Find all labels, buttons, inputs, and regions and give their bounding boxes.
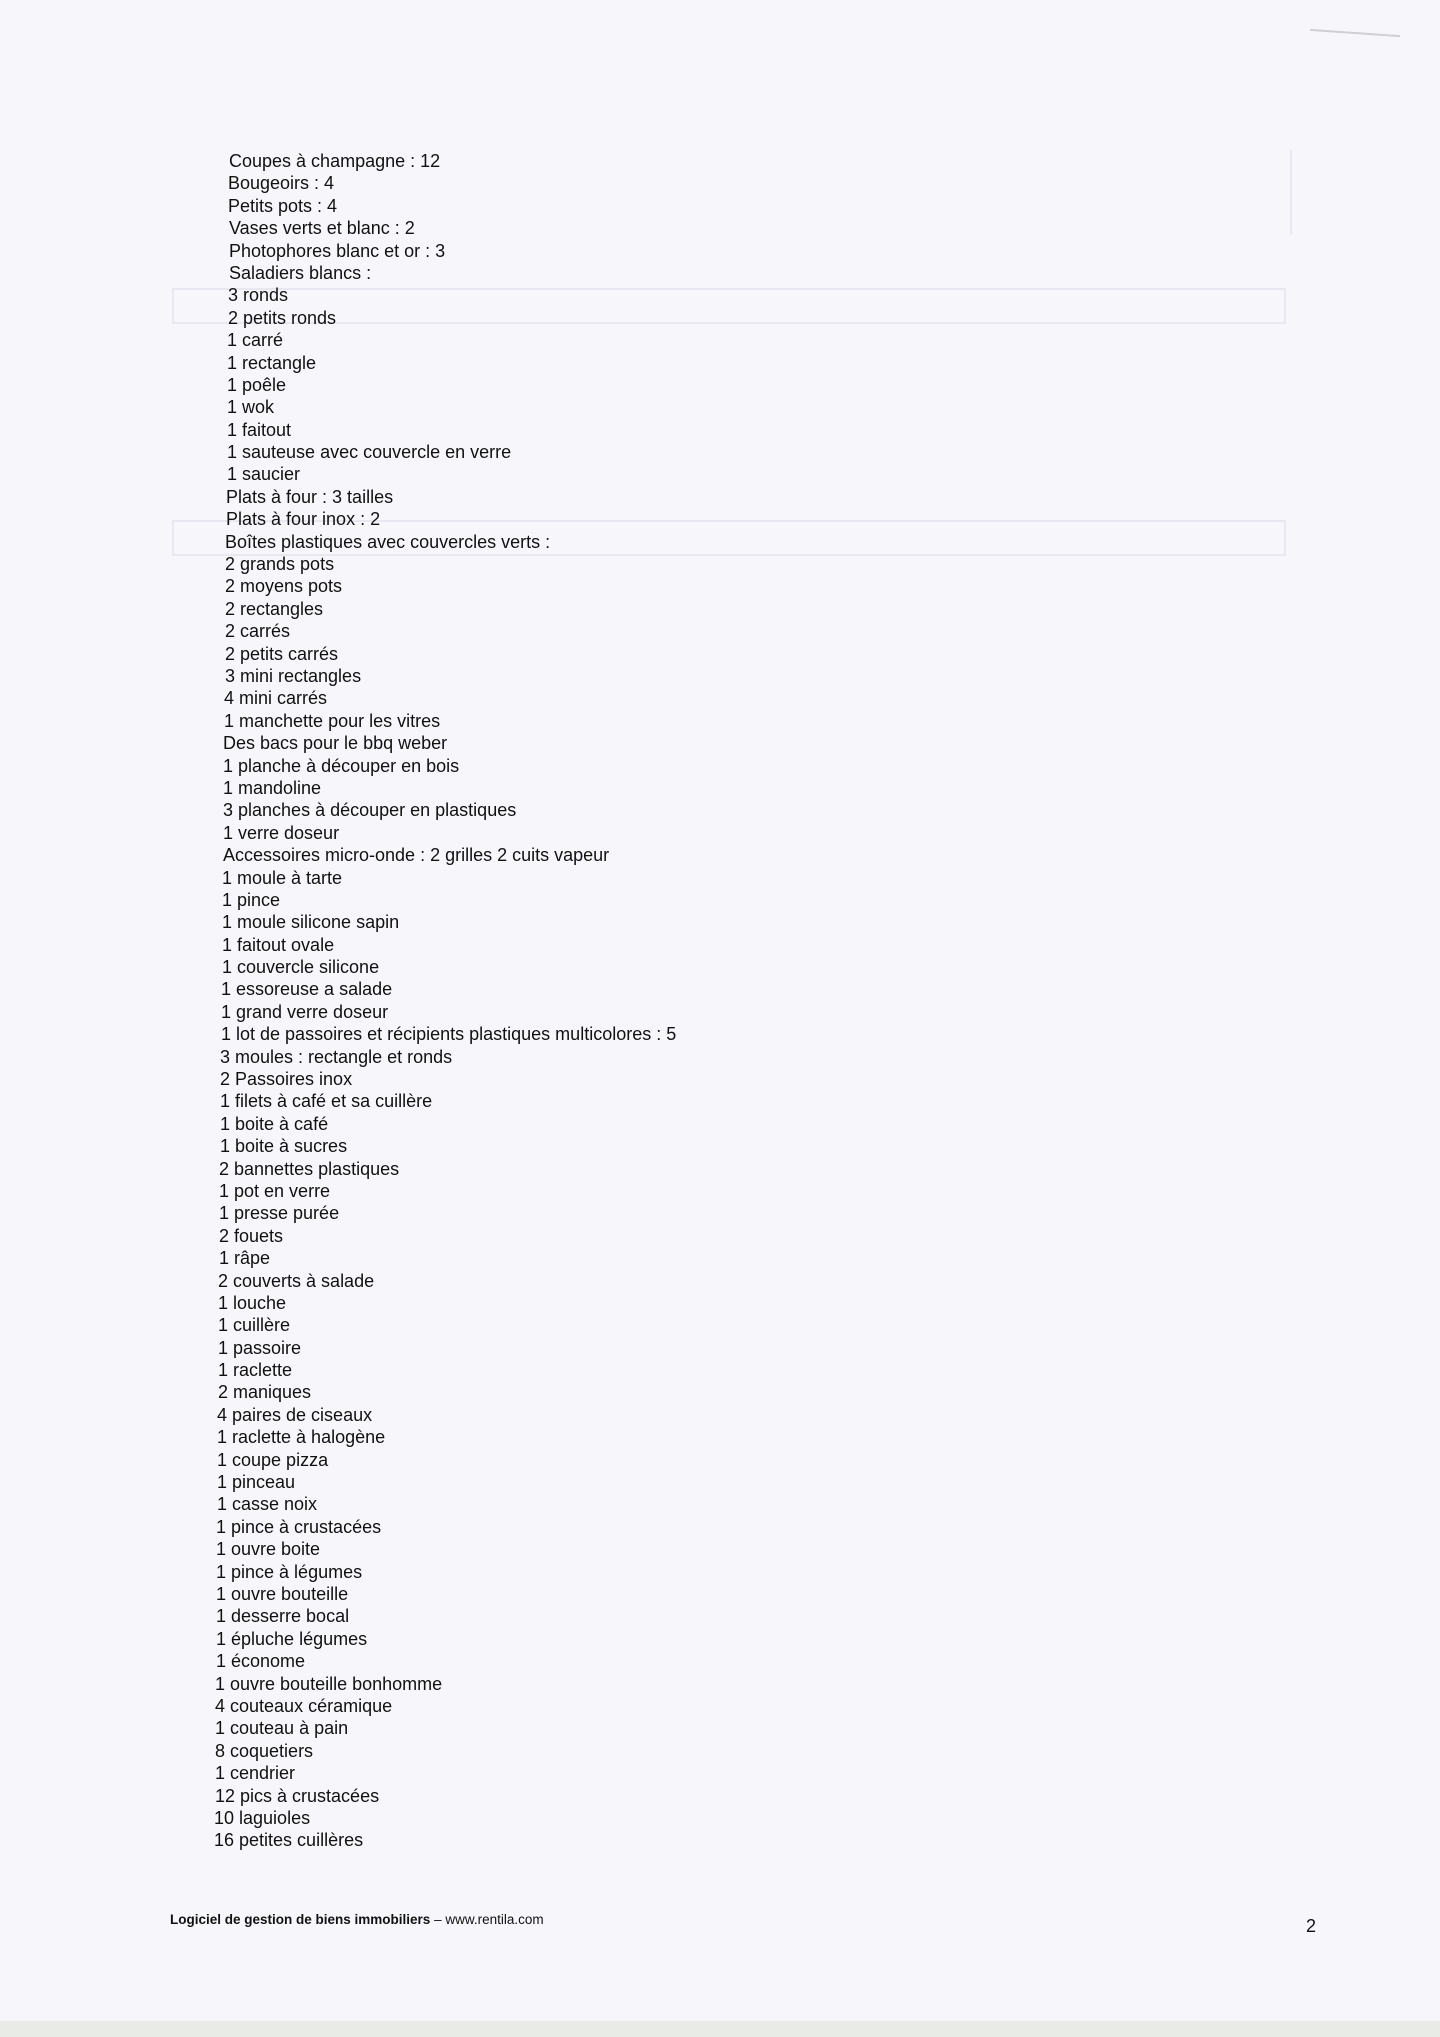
list-item-text: 1 économe [216,1651,306,1672]
list-item-text: 1 boite à café [220,1113,329,1134]
list-item-text: 1 coupe pizza [217,1449,329,1470]
list-item [0,710,1440,732]
list-item-text: 1 couteau à pain [215,1718,349,1739]
list-item-text: 1 ouvre bouteille [216,1584,349,1604]
list-item [0,262,1440,284]
list-item-text: Vases verts et blanc : 2 [229,218,415,239]
list-item-text: 1 pince à crustacées [216,1516,382,1537]
list-item [0,1807,1440,1829]
list-item [0,1516,1440,1538]
footer-website: www.rentila.com [445,1912,544,1927]
list-item [0,1247,1440,1269]
list-item-text: 1 épluche légumes [216,1628,368,1649]
list-item-text: 2 petits carrés [225,643,339,664]
list-item [0,1717,1440,1739]
list-item-text: Plats à four inox : 2 [226,509,381,530]
list-item-text: 1 pince [222,889,281,910]
list-item [0,1381,1440,1403]
list-item-text: 2 petits ronds [228,307,337,328]
list-item [0,463,1440,485]
list-item [0,1650,1440,1672]
list-item-text: 1 cendrier [215,1763,296,1784]
list-item [0,777,1440,799]
list-item [0,441,1440,463]
list-item [0,1337,1440,1359]
list-item [0,419,1440,441]
scan-edge [0,2021,1440,2037]
list-item-text: 1 ouvre bouteille bonhomme [215,1673,443,1694]
list-item [0,172,1440,194]
list-item [0,329,1440,351]
list-item-text: 1 casse noix [217,1494,318,1515]
list-item-text: 1 rectangle [227,352,317,373]
list-item [0,1605,1440,1627]
list-item-text: 1 faitout ovale [222,934,335,955]
list-item-text: 1 cuillère [218,1315,291,1336]
list-item [0,1583,1440,1605]
list-item [0,1538,1440,1560]
list-item [0,486,1440,508]
list-item [0,352,1440,374]
list-item [0,1359,1440,1381]
list-item-text: Boîtes plastiques avec couvercles verts : [225,531,551,552]
list-item [0,1135,1440,1157]
list-item-text: 1 pot en verre [219,1180,331,1201]
list-item-text: 1 essoreuse a salade [221,979,393,1000]
list-item [0,1785,1440,1807]
list-item-text: 1 lot de passoires et récipients plastiques multicolores : 5 [221,1024,677,1045]
list-item [0,1001,1440,1023]
list-item [0,889,1440,911]
list-item-text: 1 manchette pour les vitres [224,710,441,731]
list-item [0,374,1440,396]
list-item-text: 4 mini carrés [224,688,328,709]
list-item [0,1023,1440,1045]
list-item-text: 10 laguioles [214,1807,311,1828]
list-item [0,1426,1440,1448]
list-item [0,598,1440,620]
list-item-text: 1 couvercle silicone [222,957,380,978]
list-item-text: 12 pics à crustacées [215,1785,380,1806]
list-item [0,1113,1440,1135]
list-item-text: 2 bannettes plastiques [219,1158,400,1179]
list-item [0,1090,1440,1112]
inventory-list [0,150,1440,1852]
list-item-text: 1 sauteuse avec couvercle en verre [227,442,512,463]
list-item [0,1673,1440,1695]
list-item [0,934,1440,956]
list-item-text: 1 faitout [227,419,292,440]
list-item [0,1695,1440,1717]
list-item-text: Bougeoirs : 4 [228,173,335,194]
list-item [0,1493,1440,1515]
list-item-text: 1 raclette [218,1360,293,1381]
list-item [0,508,1440,530]
list-item [0,1225,1440,1247]
list-item-text: 1 ouvre boite [216,1539,321,1560]
list-item-text: 1 carré [227,330,284,351]
list-item [0,1292,1440,1314]
list-item [0,1449,1440,1471]
list-item [0,1740,1440,1762]
list-item-text: 8 coquetiers [215,1740,314,1761]
list-item-text: 1 pince à légumes [216,1561,363,1582]
list-item-text: 4 couteaux céramique [215,1695,393,1716]
list-item [0,911,1440,933]
list-item-text: 1 grand verre doseur [221,1001,389,1022]
list-item-text: 1 filets à café et sa cuillère [220,1091,433,1112]
list-item-text: 16 petites cuillères [214,1830,364,1851]
list-item-text: 1 boite à sucres [220,1136,348,1157]
list-item-text: 2 moyens pots [225,576,343,597]
list-item-text: 2 maniques [218,1382,312,1403]
page-number: 2 [1306,1916,1317,1936]
list-item-text: Petits pots : 4 [228,195,338,216]
list-item [0,1561,1440,1583]
list-item [0,1046,1440,1068]
list-item [0,755,1440,777]
list-item-text: 1 desserre bocal [216,1606,350,1627]
list-item-text: 1 presse purée [219,1203,340,1224]
list-item [0,531,1440,553]
list-item [0,956,1440,978]
list-item-text: 1 moule silicone sapin [222,912,400,933]
list-item [0,1202,1440,1224]
list-item-text: 3 moules : rectangle et ronds [220,1046,453,1067]
list-item-text: 1 saucier [227,464,301,485]
list-item-text: 1 raclette à halogène [217,1427,386,1448]
list-item-text: 1 mandoline [223,777,322,798]
list-item-text: 1 verre doseur [223,822,340,843]
list-item [0,553,1440,575]
list-item-text: Photophores blanc et or : 3 [229,240,446,261]
list-item-text: 1 planche à découper en bois [223,755,460,776]
list-item-text: 2 couverts à salade [218,1270,375,1291]
list-item [0,396,1440,418]
list-item [0,1270,1440,1292]
list-item [0,1829,1440,1851]
list-item [0,195,1440,217]
list-item-text: Coupes à champagne : 12 [229,151,441,171]
list-item-text: 1 passoire [218,1337,302,1358]
footer-software: Logiciel de gestion de biens immobiliers [170,1912,431,1927]
list-item [0,1158,1440,1180]
list-item-text: 1 louche [218,1292,287,1313]
list-item-text: Plats à four : 3 tailles [226,486,394,507]
list-item [0,822,1440,844]
list-item [0,1471,1440,1493]
list-item-text: 1 poêle [227,374,287,395]
list-item [0,978,1440,1000]
list-item [0,1180,1440,1202]
list-item-text: 2 grands pots [225,554,335,575]
list-item-text: 2 Passoires inox [220,1069,353,1090]
list-item [0,867,1440,889]
list-item [0,799,1440,821]
list-item [0,284,1440,306]
list-item [0,665,1440,687]
list-item-text: 1 pinceau [217,1472,296,1493]
list-item-text: 1 moule à tarte [222,867,343,888]
list-item [0,240,1440,262]
footer-credit [170,1912,544,1927]
list-item-text: 2 rectangles [225,598,324,619]
list-item-text: 2 fouets [219,1225,284,1246]
list-item [0,1404,1440,1426]
list-item [0,620,1440,642]
list-item [0,307,1440,329]
list-item-text: Saladiers blancs : [229,262,372,283]
list-item-text: 1 wok [227,397,275,418]
list-item [0,575,1440,597]
list-item [0,150,1440,172]
list-item-text: 4 paires de ciseaux [217,1404,373,1425]
list-item [0,643,1440,665]
list-item [0,844,1440,866]
list-item-text: Des bacs pour le bbq weber [223,733,448,754]
list-item [0,732,1440,754]
list-item [0,1762,1440,1784]
scan-artifact [1310,29,1400,37]
list-item-text: 3 ronds [228,285,289,306]
list-item [0,1314,1440,1336]
list-item-text: 3 planches à découper en plastiques [223,800,517,821]
list-item [0,1068,1440,1090]
list-item-text: 3 mini rectangles [225,665,362,686]
list-item-text: Accessoires micro-onde : 2 grilles 2 cuits vapeur [223,845,610,866]
list-item [0,217,1440,239]
list-item-text: 2 carrés [225,621,291,642]
list-item [0,1628,1440,1650]
list-item-text: 1 râpe [219,1248,271,1269]
footer-separator: – [430,1912,446,1927]
list-item [0,687,1440,709]
